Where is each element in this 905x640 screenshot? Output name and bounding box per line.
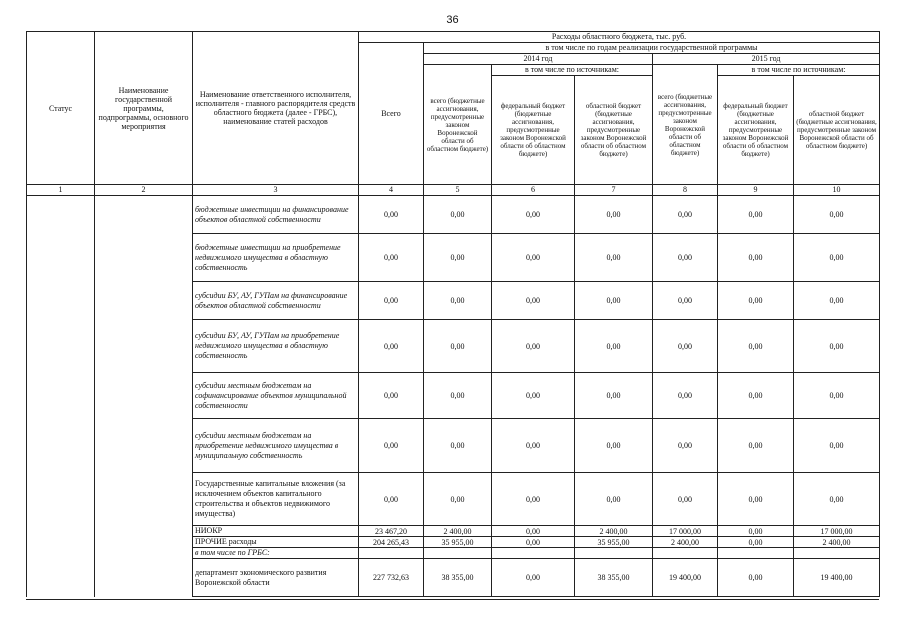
empty-cell bbox=[718, 548, 794, 559]
column-number: 3 bbox=[193, 185, 359, 196]
header-total-2014: всего (бюджетные ассигнования, предусмотренные законом Воронежской области об областном бюджете) bbox=[424, 65, 492, 185]
value-total: 0,00 bbox=[359, 196, 424, 234]
value-total-2014: 38 355,00 bbox=[424, 559, 492, 597]
header-total: Всего bbox=[359, 43, 424, 185]
header-executor: Наименование ответственного исполнителя, исполнителя - главного распорядителя средств областного бюджета (далее - ГРБС), наименование статей расходов bbox=[193, 32, 359, 185]
value-total-2015: 0,00 bbox=[653, 473, 718, 526]
value-total: 0,00 bbox=[359, 419, 424, 473]
value-regional-2015: 19 400,00 bbox=[794, 559, 880, 597]
value-regional-2014: 0,00 bbox=[575, 282, 653, 320]
value-regional-2014: 0,00 bbox=[575, 473, 653, 526]
value-total-2015: 17 000,00 bbox=[653, 526, 718, 537]
value-regional-2015: 0,00 bbox=[794, 320, 880, 373]
column-number-row bbox=[27, 185, 880, 196]
header-by-sources-2015: в том числе по источникам: bbox=[718, 65, 880, 76]
value-federal-2014: 0,00 bbox=[492, 419, 575, 473]
header-row-1 bbox=[27, 32, 880, 43]
value-total: 0,00 bbox=[359, 473, 424, 526]
column-number: 9 bbox=[718, 185, 794, 196]
empty-cell bbox=[359, 548, 424, 559]
row-name: субсидии БУ, АУ, ГУПам на финансирование объектов областной собственности bbox=[193, 282, 359, 320]
value-regional-2014: 0,00 bbox=[575, 373, 653, 419]
row-name: департамент экономического развития Воронежской области bbox=[193, 559, 359, 597]
column-number: 5 bbox=[424, 185, 492, 196]
budget-table bbox=[26, 31, 880, 597]
value-regional-2015: 0,00 bbox=[794, 473, 880, 526]
empty-cell bbox=[653, 548, 718, 559]
header-by-sources-2014: в том числе по источникам: bbox=[492, 65, 653, 76]
value-total-2015: 0,00 bbox=[653, 196, 718, 234]
value-federal-2015: 0,00 bbox=[718, 559, 794, 597]
value-total-2015: 0,00 bbox=[653, 234, 718, 282]
value-total-2015: 0,00 bbox=[653, 419, 718, 473]
value-federal-2014: 0,00 bbox=[492, 537, 575, 548]
header-federal-2014: федеральный бюджет (бюджетные ассигнования, предусмотренные законом Воронежской области об областном бюджете) bbox=[492, 76, 575, 185]
value-total-2015: 2 400,00 bbox=[653, 537, 718, 548]
value-federal-2014: 0,00 bbox=[492, 526, 575, 537]
value-federal-2015: 0,00 bbox=[718, 320, 794, 373]
value-regional-2014: 35 955,00 bbox=[575, 537, 653, 548]
value-total-2014: 0,00 bbox=[424, 473, 492, 526]
value-federal-2014: 0,00 bbox=[492, 196, 575, 234]
empty-cell bbox=[575, 548, 653, 559]
empty-cell bbox=[794, 548, 880, 559]
value-federal-2014: 0,00 bbox=[492, 234, 575, 282]
header-year-2015: 2015 год bbox=[653, 54, 880, 65]
header-regional-2014: областной бюджет (бюджетные ассигнования, предусмотренные законом Воронежской области об областном бюджете) bbox=[575, 76, 653, 185]
value-regional-2014: 38 355,00 bbox=[575, 559, 653, 597]
value-regional-2014: 0,00 bbox=[575, 196, 653, 234]
row-name: бюджетные инвестиции на приобретение недвижимого имущества в областную собственность bbox=[193, 234, 359, 282]
header-year-2014: 2014 год bbox=[424, 54, 653, 65]
header-expenses: Расходы областного бюджета, тыс. руб. bbox=[359, 32, 880, 43]
value-total-2015: 0,00 bbox=[653, 282, 718, 320]
empty-cell bbox=[424, 548, 492, 559]
value-total-2014: 2 400,00 bbox=[424, 526, 492, 537]
table-row bbox=[27, 196, 880, 234]
value-federal-2014: 0,00 bbox=[492, 473, 575, 526]
value-federal-2015: 0,00 bbox=[718, 234, 794, 282]
value-total: 0,00 bbox=[359, 234, 424, 282]
value-total-2015: 19 400,00 bbox=[653, 559, 718, 597]
value-regional-2014: 0,00 bbox=[575, 419, 653, 473]
row-name: субсидии БУ, АУ, ГУПам на приобретение недвижимого имущества в областную собственность bbox=[193, 320, 359, 373]
value-regional-2015: 0,00 bbox=[794, 282, 880, 320]
bottom-rule bbox=[26, 599, 879, 600]
row-name: НИОКР bbox=[193, 526, 359, 537]
column-number: 1 bbox=[27, 185, 95, 196]
value-total-2014: 0,00 bbox=[424, 373, 492, 419]
header-program-name: Наименование государственной программы, подпрограммы, основного мероприятия bbox=[95, 32, 193, 185]
value-federal-2015: 0,00 bbox=[718, 473, 794, 526]
value-total: 227 732,63 bbox=[359, 559, 424, 597]
header-regional-2015: областной бюджет (бюджетные ассигнования, предусмотренные законом Воронежской области об областном бюджете) bbox=[794, 76, 880, 185]
value-federal-2015: 0,00 bbox=[718, 196, 794, 234]
value-regional-2014: 2 400,00 bbox=[575, 526, 653, 537]
value-total-2014: 0,00 bbox=[424, 419, 492, 473]
status-cell bbox=[27, 196, 95, 597]
header-status: Статус bbox=[27, 32, 95, 185]
value-total: 204 265,43 bbox=[359, 537, 424, 548]
value-regional-2015: 0,00 bbox=[794, 234, 880, 282]
value-federal-2015: 0,00 bbox=[718, 282, 794, 320]
value-federal-2014: 0,00 bbox=[492, 320, 575, 373]
header-total-2015: всего (бюджетные ассигнования, предусмотренные законом Воронежской области об областном бюджете) bbox=[653, 65, 718, 185]
row-name: Государственные капитальные вложения (за исключением объектов капитального строительства и объектов недвижимого имущества) bbox=[193, 473, 359, 526]
value-total-2014: 0,00 bbox=[424, 282, 492, 320]
value-regional-2015: 0,00 bbox=[794, 196, 880, 234]
value-regional-2015: 2 400,00 bbox=[794, 537, 880, 548]
value-total-2014: 0,00 bbox=[424, 196, 492, 234]
program-cell bbox=[95, 196, 193, 597]
column-number: 2 bbox=[95, 185, 193, 196]
value-federal-2014: 0,00 bbox=[492, 282, 575, 320]
row-name: ПРОЧИЕ расходы bbox=[193, 537, 359, 548]
value-federal-2015: 0,00 bbox=[718, 537, 794, 548]
value-total: 0,00 bbox=[359, 373, 424, 419]
column-number: 10 bbox=[794, 185, 880, 196]
row-name: субсидии местным бюджетам на софинансирование объектов муниципальной собственности bbox=[193, 373, 359, 419]
value-total-2014: 0,00 bbox=[424, 234, 492, 282]
value-regional-2014: 0,00 bbox=[575, 234, 653, 282]
header-by-years: в том числе по годам реализации государственной программы bbox=[424, 43, 880, 54]
row-name: субсидии местным бюджетам на приобретение недвижимого имущества в муниципальную собственность bbox=[193, 419, 359, 473]
header-federal-2015: федеральный бюджет (бюджетные ассигнования, предусмотренные законом Воронежской области об областном бюджете) bbox=[718, 76, 794, 185]
value-federal-2014: 0,00 bbox=[492, 559, 575, 597]
column-number: 6 bbox=[492, 185, 575, 196]
value-regional-2015: 0,00 bbox=[794, 373, 880, 419]
value-total-2015: 0,00 bbox=[653, 373, 718, 419]
value-federal-2014: 0,00 bbox=[492, 373, 575, 419]
page-number: 36 bbox=[446, 14, 459, 26]
value-total: 23 467,20 bbox=[359, 526, 424, 537]
value-regional-2015: 0,00 bbox=[794, 419, 880, 473]
value-total-2015: 0,00 bbox=[653, 320, 718, 373]
column-number: 7 bbox=[575, 185, 653, 196]
row-name: в том числе по ГРБС: bbox=[193, 548, 359, 559]
value-federal-2015: 0,00 bbox=[718, 373, 794, 419]
value-total: 0,00 bbox=[359, 282, 424, 320]
value-total-2014: 0,00 bbox=[424, 320, 492, 373]
value-total: 0,00 bbox=[359, 320, 424, 373]
column-number: 4 bbox=[359, 185, 424, 196]
value-regional-2014: 0,00 bbox=[575, 320, 653, 373]
value-regional-2015: 17 000,00 bbox=[794, 526, 880, 537]
value-federal-2015: 0,00 bbox=[718, 526, 794, 537]
row-name: бюджетные инвестиции на финансирование объектов областной собственности bbox=[193, 196, 359, 234]
column-number: 8 bbox=[653, 185, 718, 196]
value-federal-2015: 0,00 bbox=[718, 419, 794, 473]
value-total-2014: 35 955,00 bbox=[424, 537, 492, 548]
empty-cell bbox=[492, 548, 575, 559]
